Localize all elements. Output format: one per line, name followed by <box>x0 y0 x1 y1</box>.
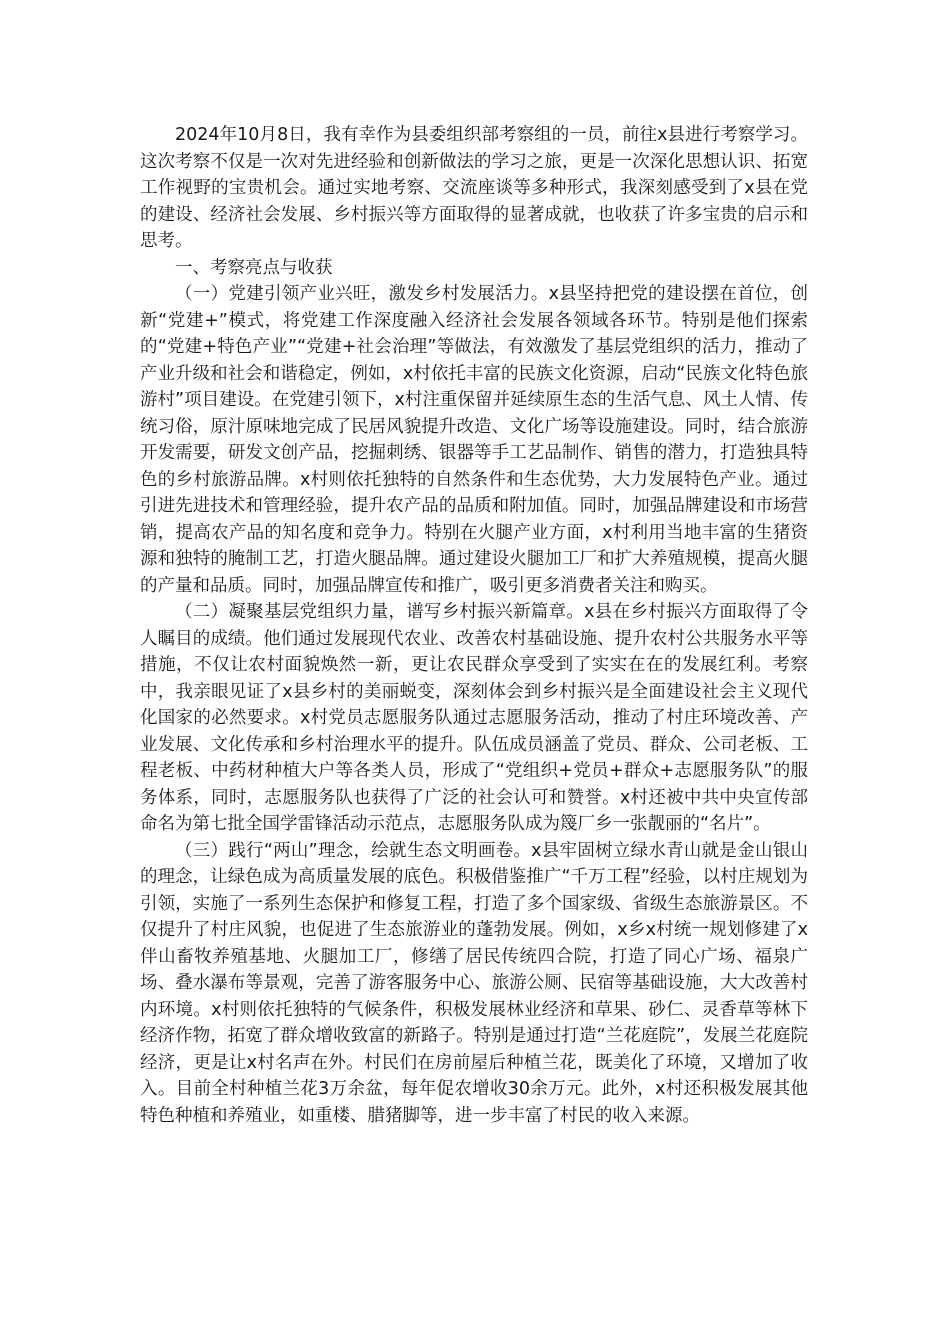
document-body <box>140 122 808 1129</box>
section-paragraph-3: （三）践行“两山”理念，绘就生态文明画卷。x县牢固树立绿水青山就是金山银山的理念，让绿色成为高质量发展的底色。积极借鉴推广“千万工程”经验，以村庄规划为引领，实施了一系列生态保护和修复工程，打造了多个国家级、省级生态旅游景区。不仅提升了村庄风貌，也促进了生态旅游业的蓬勃发展。例如，x乡x村统一规划修建了x伴山畜牧养殖基地、火腿加工厂，修缮了居民传统四合院，打造了同心广场、福泉广场、叠水瀑布等景观，完善了游客服务中心、旅游公厕、民宿等基础设施，大大改善村内环境。x村则依托独特的气候条件，积极发展林业经济和草果、砂仁、灵香草等林下经济作物，拓宽了群众增收致富的新路子。特别是通过打造“兰花庭院”，发展兰花庭院经济，更是让x村名声在外。村民们在房前屋后种植兰花，既美化了环境，又增加了收入。目前全村种植兰花3万余盆，每年促农增收30余万元。此外，x村还积极发展其他特色种植和养殖业，如重楼、腊猪脚等，进一步丰富了村民的收入来源。 <box>140 840 808 1126</box>
section-paragraph-2: （二）凝聚基层党组织力量，谱写乡村振兴新篇章。x县在乡村振兴方面取得了令人瞩目的成绩。他们通过发展现代农业、改善农村基础设施、提升农村公共服务水平等措施，不仅让农村面貌焕然一新，更让农民群众享受到了实实在在的发展红利。考察中，我亲眼见证了x县乡村的美丽蜕变，深刻体会到乡村振兴是全面建设社会主义现代化国家的必然要求。x村党员志愿服务队通过志愿服务活动，推动了村庄环境改善、产业发展、文化传承和乡村治理水平的提升。队伍成员涵盖了党员、群众、公司老板、工程老板、中药材种植大户等各类人员，形成了“党组织+党员+群众+志愿服务队”的服务体系，同时，志愿服务队也获得了广泛的社会认可和赞誉。x村还被中共中央宣传部命名为第七批全国学雷锋活动示范点，志愿服务队成为篾厂乡一张靓丽的“名片”。 <box>140 602 808 834</box>
intro-paragraph: 2024年10月8日，我有幸作为县委组织部考察组的一员，前往x县进行考察学习。这次考察不仅是一次对先进经验和创新做法的学习之旅，更是一次深化思想认识、拓宽工作视野的宝贵机会。通过实地考察、交流座谈等多种形式，我深刻感受到了x县在党的建设、经济社会发展、乡村振兴等方面取得的显著成就，也收获了许多宝贵的启示和思考。 <box>140 125 808 251</box>
section-paragraph-1: （一）党建引领产业兴旺，激发乡村发展活力。x县坚持把党的建设摆在首位，创新“党建+”模式，将党建工作深度融入经济社会发展各领域各环节。特别是他们探索的“党建+特色产业”“党建+社会治理”等做法，有效激发了基层党组织的活力，推动了产业升级和社会和谐稳定，例如，x村依托丰富的民族文化资源，启动“民族文化特色旅游村”项目建设。在党建引领下，x村注重保留并延续原生态的生活气息、风土人情、传统习俗，原汁原味地完成了民居风貌提升改造、文化广场等设施建设。同时，结合旅游开发需要，研发文创产品，挖掘刺绣、银器等手工艺品制作、销售的潜力，打造独具特色的乡村旅游品牌。x村则依托独特的自然条件和生态优势，大力发展特色产业。通过引进先进技术和管理经验，提升农产品的品质和附加值。同时，加强品牌建设和市场营销，提高农产品的知名度和竞争力。特别在火腿产业方面，x村利用当地丰富的生猪资源和独特的腌制工艺，打造火腿品牌。通过建设火腿加工厂和扩大养殖规模，提高火腿的产量和品质。同时，加强品牌宣传和推广，吸引更多消费者关注和购买。 <box>140 284 808 596</box>
section-heading: 一、考察亮点与收获 <box>175 257 333 278</box>
